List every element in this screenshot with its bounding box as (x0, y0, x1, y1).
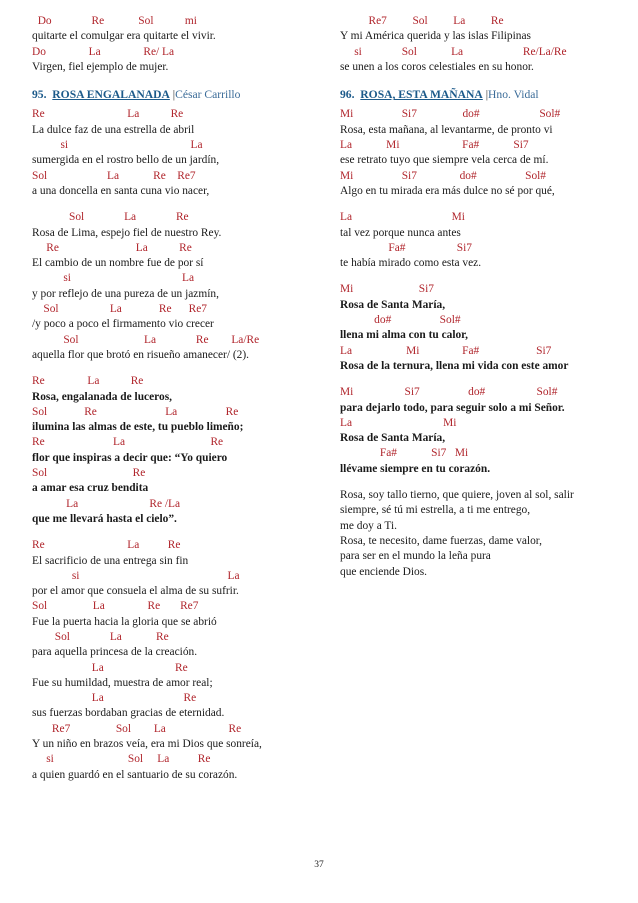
chorus-line: Rosa de Santa María, (340, 298, 446, 311)
lyric-line: sus fuerzas bordaban gracias de eternidad. (32, 707, 225, 720)
lyric-line: y por reflejo de una pureza de un jazmín, (32, 287, 219, 300)
chorus-line: a amar esa cruz bendita (32, 482, 149, 495)
chorus-line: llena mi alma con tu calor, (340, 329, 469, 342)
chord-line: do# Sol# (340, 314, 461, 327)
chord-line: Mi Si7 do# Sol# (340, 108, 561, 121)
chord-line: La Mi Fa# Si7 (340, 139, 529, 152)
chord-line: Sol La Re (32, 211, 189, 224)
lyric-line: Rosa, te necesito, dame fuerzas, dame valor, (340, 534, 542, 547)
lyric-line: Rosa, esta mañana, al levantarme, de pronto vi (340, 123, 553, 136)
chord-line: La Re (32, 661, 188, 674)
chorus-line: Rosa, engalanada de luceros, (32, 390, 172, 403)
page-number: 37 (314, 860, 324, 870)
chord-line: Re La Re (32, 375, 144, 388)
stanza-gap (340, 374, 632, 385)
lyric-line: Fue su humildad, muestra de amor real; (32, 676, 213, 689)
heading-separator: | (482, 88, 489, 102)
chord-line: si La (32, 139, 203, 152)
chord-line: si La (32, 569, 240, 582)
lyric-line: Algo en tu mirada era más dulce no sé por qué, (340, 184, 555, 197)
chord-line: Sol Re (32, 467, 146, 480)
song-heading (340, 87, 632, 102)
chord-line: Re La Re (32, 108, 184, 121)
chorus-line: para dejarlo todo, para seguir solo a mi Señor. (340, 401, 565, 414)
chord-line: Sol La Re Re7 (32, 600, 199, 613)
stanza-gap (32, 199, 324, 210)
lyric-line: Virgen, fiel ejemplo de mujer. (32, 60, 169, 73)
chord-line: Sol La Re (32, 630, 169, 643)
chorus-line: que me llevará hasta el cielo”. (32, 512, 177, 525)
chord-line: Do Re Sol mi (32, 15, 197, 27)
lyric-line: sumergida en el rostro bello de un jardín, (32, 154, 220, 167)
chord-line: Re La Re (32, 539, 181, 552)
right-column (340, 14, 632, 580)
chorus-line: Rosa de Santa María, (340, 432, 446, 445)
lyric-line: Y un niño en brazos veía, era mi Dios que sonreía, (32, 738, 262, 751)
chord-line: La Mi (340, 416, 457, 429)
chorus-line: ilumina las almas de este, tu pueblo limeño; (32, 421, 244, 434)
chord-line: Sol La Re Re7 (32, 303, 207, 316)
lyric-line: se unen a los coros celestiales en su honor. (340, 60, 534, 73)
lyric-line: para aquella princesa de la creación. (32, 646, 198, 659)
lyric-line: Rosa de Lima, espejo fiel de nuestro Rey. (32, 226, 222, 239)
chord-line: Mi Si7 (340, 283, 434, 296)
chord-line: Fa# Si7 Mi (340, 447, 469, 460)
lyric-line: El cambio de un nombre fue de por sí (32, 257, 204, 270)
lyric-line: para ser en el mundo la leña pura (340, 550, 491, 563)
song-title: ROSA, ESTA MAÑANA (360, 88, 483, 102)
lyric-line: siempre, sé tú mi estrella, a ti me entrego, (340, 504, 531, 517)
stanza-gap (32, 363, 324, 374)
lyric-line: por el amor que consuela el alma de su sufrir. (32, 585, 239, 598)
lyric-line: Y mi América querida y las islas Filipinas (340, 30, 531, 43)
song-number: 96. (340, 88, 355, 102)
song-title: ROSA ENGALANADA (52, 88, 170, 102)
song-heading (32, 87, 324, 102)
chord-line: Re La Re (32, 436, 224, 449)
chord-line: Mi Si7 do# Sol# (340, 386, 558, 399)
stanza-gap (340, 271, 632, 282)
lyric-line: tal vez porque nunca antes (340, 226, 461, 239)
chorus-line: Rosa de la ternura, llena mi vida con este amor (340, 359, 569, 372)
chord-line: Sol La Re Re7 (32, 169, 196, 182)
chord-line: si Sol La Re/La/Re (340, 45, 567, 58)
chord-line: Re7 Sol La Re (340, 15, 504, 27)
chord-line: La Re (32, 692, 197, 705)
stanza-gap (340, 199, 632, 210)
stanza-gap (32, 75, 324, 84)
chord-line: Mi Si7 do# Sol# (340, 169, 546, 182)
lyric-line: Fue la puerta hacia la gloria que se abrió (32, 615, 217, 628)
chord-line: Do La Re/ La (32, 45, 175, 58)
stanza-gap (32, 527, 324, 538)
lyric-line: que enciende Dios. (340, 565, 427, 578)
lyric-line: ese retrato tuyo que siempre vela cerca de mí. (340, 154, 549, 167)
lyric-line: te había mirado como esta vez. (340, 257, 482, 270)
lyric-line: Rosa, soy tallo tierno, que quiere, joven al sol, salir (340, 489, 574, 502)
song-number: 95. (32, 88, 47, 102)
left-column (32, 14, 324, 783)
chord-line: Fa# Si7 (340, 241, 472, 254)
lyric-line: me doy a Ti. (340, 519, 397, 532)
song-author: César Carrillo (175, 88, 241, 102)
chord-line: Sol La Re La/Re (32, 333, 260, 346)
chord-line: si La (32, 272, 194, 285)
chord-line: La Re /La (32, 497, 181, 510)
lyric-line: El sacrificio de una entrega sin fin (32, 554, 189, 567)
lyric-line: quitarte el comulgar era quitarte el vivir. (32, 30, 216, 43)
chorus-line: flor que inspiras a decir que: “Yo quiero (32, 451, 228, 464)
lyric-line: a una doncella en santa cuna vio nacer, (32, 184, 210, 197)
lyric-line: /y poco a poco el firmamento vio crecer (32, 318, 214, 331)
chord-line: Re7 Sol La Re (32, 722, 242, 735)
chord-line: Re La Re (32, 241, 192, 254)
chord-line: si Sol La Re (32, 753, 211, 766)
chorus-line: llévame siempre en tu corazón. (340, 462, 491, 475)
lyric-line: a quien guardó en el santuario de su corazón. (32, 768, 238, 781)
chord-line: La Mi (340, 211, 465, 224)
chord-line: La Mi Fa# Si7 (340, 344, 552, 357)
stanza-gap (340, 477, 632, 488)
heading-separator: | (169, 88, 176, 102)
chord-line: Sol Re La Re (32, 405, 239, 418)
song-author: Hno. Vidal (488, 88, 539, 102)
lyric-line: La dulce faz de una estrella de abril (32, 123, 195, 136)
stanza-gap (340, 75, 632, 84)
lyric-line: aquella flor que brotó en risueño amanecer/ (2). (32, 348, 249, 361)
